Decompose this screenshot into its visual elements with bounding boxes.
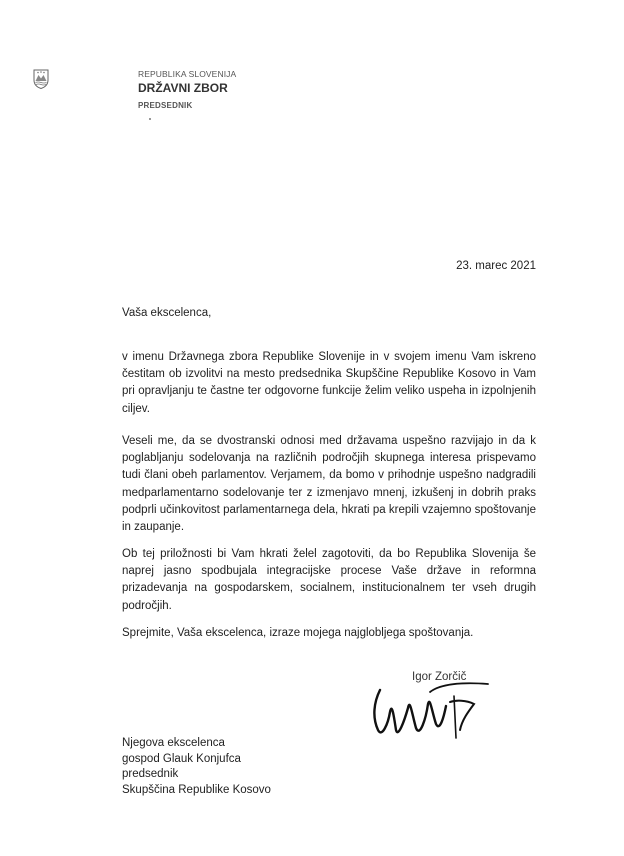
salutation: Vaša ekscelenca,: [122, 307, 212, 319]
recipient-address: [122, 736, 271, 798]
recipient-honorific: Njegova ekscelenca: [122, 737, 225, 749]
recipient-name: gospod Glauk Konjufca: [122, 752, 241, 765]
handwritten-signature: [370, 672, 495, 752]
paragraph-closing: Sprejmite, Vaša ekscelenca, izraze mojega najglobljega spoštovanja.: [122, 627, 474, 639]
paragraph-bilateral-relations: Veseli me, da se dvostranski odnosi med državama uspešno razvijajo in da k poglabljanju sodelovanja na različnih področjih skupnega interesa prispevamo tudi člani obeh parlamentov. Verjamem, da bomo v prihodnje uspešno nadgradili medparlamentarno sodelovanje ter z izmenjavo mnenj, izkušenj in dobrih praks podprli učinkovitost parlamentarnega dela, hkrati pa krepili vzajemno spoštovanje in zaupanje.: [122, 435, 536, 534]
paragraph-support: Ob tej priložnosti bi Vam hkrati želel zagotoviti, da bo Republika Slovenija še naprej jasno spodbujala integracijske procese Vaše države in reformna prizadevanja na gospodarskem, socialnem, institucionalnem ter vseh drugih področjih.: [122, 548, 536, 612]
coat-of-arms-icon: [33, 69, 49, 89]
paragraph-congratulations: v imenu Državnega zbora Republike Slovenije in v svojem imenu Vam iskreno čestitam ob izvolitvi na mesto predsednika Skupščine Republike Kosovo in Vam pri opravljanju te častne ter odgovorne funkcije želim veliko uspeha in izpolnjenih ciljev.: [122, 351, 536, 415]
recipient-title: predsednik: [122, 768, 179, 781]
letterhead-dot: [149, 118, 151, 120]
signatory-name: Igor Zorčič: [412, 671, 467, 683]
letterhead-institution: DRŽAVNI ZBOR: [138, 81, 228, 95]
recipient-institution: Skupščina Republike Kosovo: [122, 783, 271, 796]
letterhead: [138, 69, 236, 110]
letter-date: 23. marec 2021: [456, 260, 536, 272]
letterhead-country: REPUBLIKA SLOVENIJA: [138, 69, 237, 79]
letterhead-office: PREDSEDNIK: [138, 101, 193, 110]
